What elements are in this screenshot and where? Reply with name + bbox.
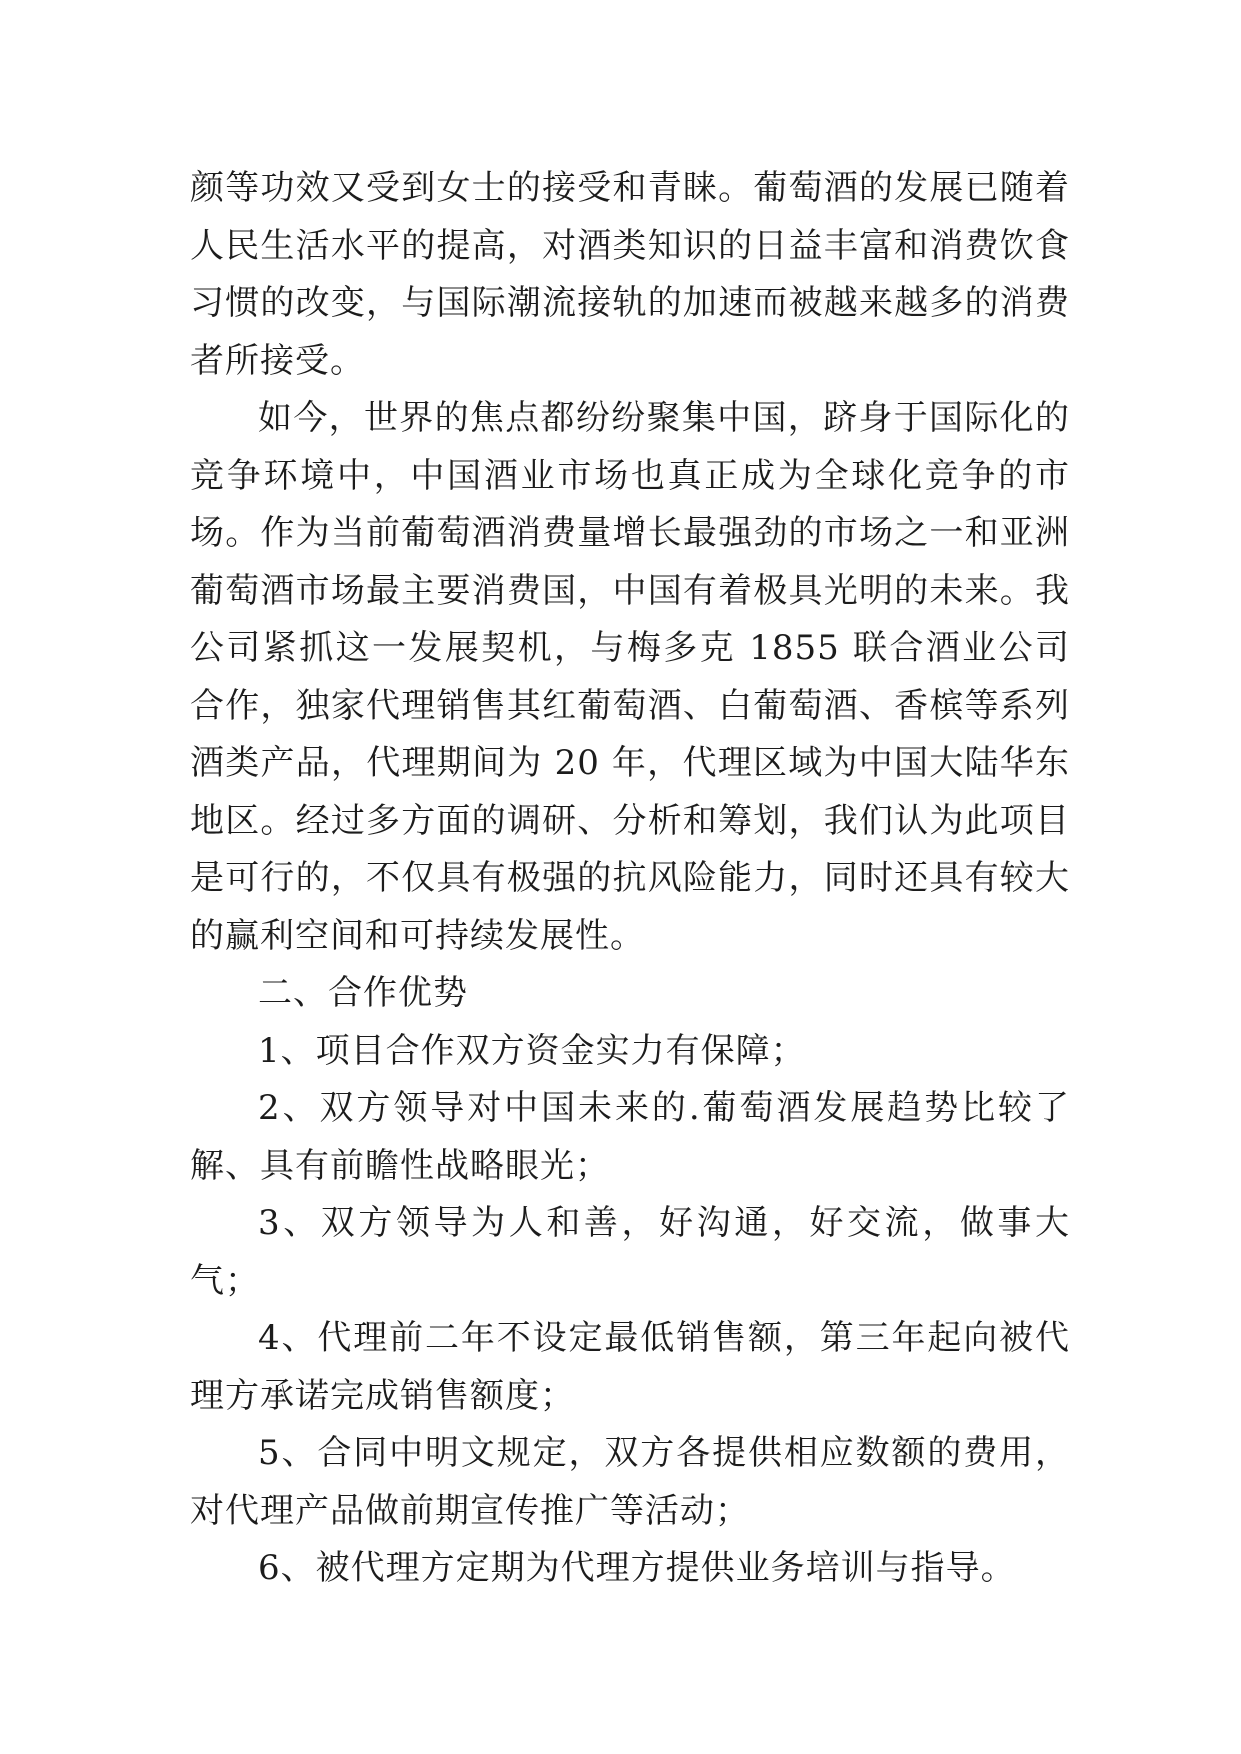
list-item-advantage-5: 5、合同中明文规定，双方各提供相应数额的费用，对代理产品做前期宣传推广等活动； [190,1433,1070,1531]
paragraph-continuation: 颜等功效又受到女士的接受和青睐。葡萄酒的发展已随着人民生活水平的提高，对酒类知识的日益丰富和消费饮食习惯的改变，与国际潮流接轨的加速而被越来越多的消费者所接受。 [190,168,1070,381]
list-item-advantage-3: 3、双方领导为人和善，好沟通，好交流，做事大气； [190,1203,1070,1301]
section-heading-cooperation-advantages: 二、合作优势 [258,973,468,1013]
document-body [190,160,1070,1598]
list-item-advantage-1: 1、项目合作双方资金实力有保障； [258,1030,806,1071]
list-item-advantage-6: 6、被代理方定期为代理方提供业务培训与指导。 [258,1548,1016,1588]
paragraph-market-overview: 如今，世界的焦点都纷纷聚集中国，跻身于国际化的竞争环境中，中国酒业市场也真正成为全球化竞争的市场。作为当前葡萄酒消费量增长最强劲的市场之一和亚洲葡萄酒市场最主要消费国，中国有着极具光明的未来。我公司紧抓这一发展契机，与梅多克 1855 联合酒业公司合作，独家代理销售其红葡萄酒、白葡萄酒、香槟等系列酒类产品，代理期间为 20 年，代理区域为中国大陆华东地区。经过多方面的调研、分析和筹划，我们认为此项目是可行的，不仅具有极强的抗风险能力，同时还具有较大的赢利空间和可持续发展性。 [190,398,1070,956]
list-item-advantage-2: 2、双方领导对中国未来的.葡萄酒发展趋势比较了解、具有前瞻性战略眼光； [190,1088,1070,1186]
list-item-advantage-4: 4、代理前二年不设定最低销售额，第三年起向被代理方承诺完成销售额度； [190,1318,1070,1416]
